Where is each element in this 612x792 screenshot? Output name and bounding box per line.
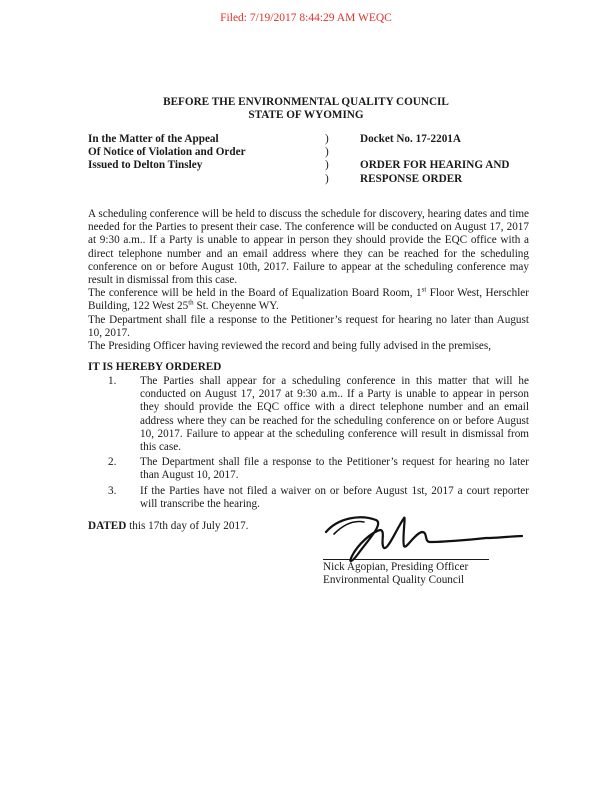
order-body [88,208,529,353]
dated-label: DATED [88,520,127,532]
paren-3: ) [325,159,329,172]
order-text: The Parties shall appear for a scheduling conference in this matter that will he conducted on August 17, 2017 at 9:30 a.m.. If a Party is unable to appear in person they should provide the EQC office with a direct telephone number and an email address where they can be reached for the scheduling conference on or before August 10, 2017. Failure to appear at the scheduling conference will result in dismissal from this case. [140,375,529,454]
paren-2: ) [325,146,329,159]
response-paragraph: The Department shall file a response to the Petitioner’s request for hearing no later than August 10, 2017. [88,313,529,339]
paren-4: ) [325,172,329,185]
docket-number: Docket No. 17-2201A [360,133,461,145]
signatory-org: Environmental Quality Council [323,574,465,587]
matter-line-1: In the Matter of the Appeal [88,133,219,145]
matter-title [88,133,318,173]
scheduling-paragraph: A scheduling conference will be held to discuss the schedule for discovery, hearing dates and time needed for the Parties to present their case. The conference will be conducted on August 17, 2017 at 9:30 a.m.. If a Party is unable to appear in person they should provide the EQC office with a direct telephone number and an email address where they can be reached for the scheduling conference on or before August 10th, 2017. Failure to appear at the scheduling conference may result in dismissal from this case. [88,208,529,287]
order-text: If the Parties have not filed a waiver on or before August 1st, 2017 a court reporter will transcribe the hearing. [140,484,529,510]
matter-line-2: Of Notice of Violation and Order [88,146,246,159]
council-heading: BEFORE THE ENVIRONMENTAL QUALITY COUNCIL [163,96,449,108]
orders-list [88,375,529,513]
signature-line [323,559,489,560]
signatory-name: Nick Agopian, Presiding Officer [323,561,469,573]
dated-text: this 17th day of July 2017. [126,520,249,532]
list-item [88,485,529,511]
ordered-heading: IT IS HEREBY ORDERED [88,361,222,373]
order-number: 1. [108,375,117,387]
signature-block [323,561,523,587]
order-title-line-1: ORDER FOR HEARING AND [360,159,510,172]
docket-block [360,133,550,186]
presiding-paragraph: The Presiding Officer having reviewed the record and being fully advised in the premises, [88,340,492,353]
filed-stamp: Filed: 7/19/2017 8:44:29 AM WEQC [220,12,392,24]
dated-line [88,520,248,533]
list-item [88,456,529,482]
caption-separator [325,133,337,186]
location-paragraph: The conference will be held in the Board of Equalization Board Room, 1st Floor West, Herschler Building, 122 West 25th St. Cheyenne WY. [88,285,529,313]
order-number: 3. [108,484,117,497]
list-item [88,375,529,454]
order-number: 2. [108,456,117,469]
state-heading: STATE OF WYOMING [248,109,364,121]
paren-1: ) [325,133,329,145]
matter-line-3: Issued to Delton Tinsley [88,159,203,172]
order-text: The Department shall file a response to the Petitioner’s request for hearing no later than August 10, 2017. [140,456,529,482]
order-title-line-2: RESPONSE ORDER [360,172,463,185]
